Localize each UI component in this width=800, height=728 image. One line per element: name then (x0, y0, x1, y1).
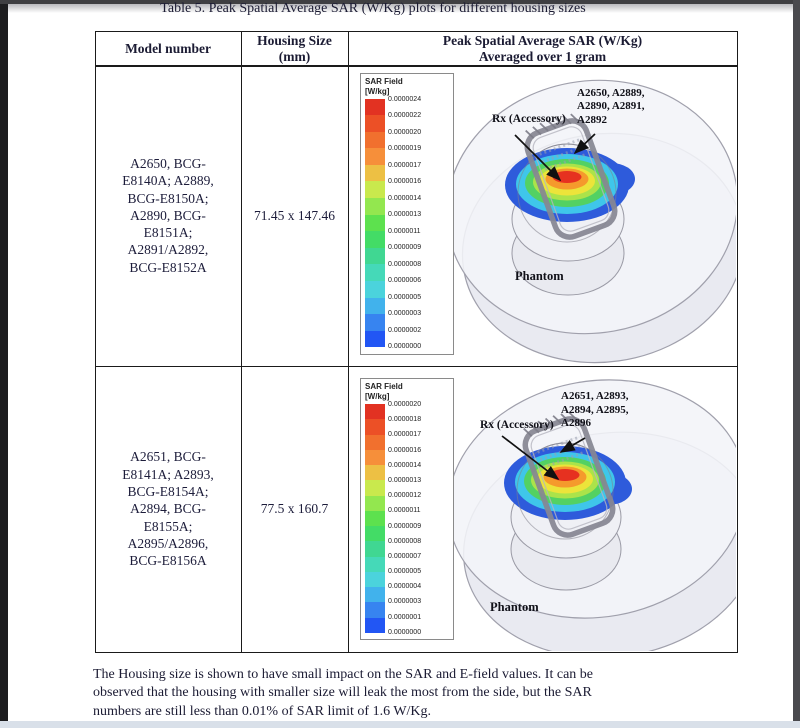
legend-value: 0.0000018 (388, 416, 422, 424)
header-line: Peak Spatial Average SAR (W/Kg) (442, 32, 643, 48)
footer-line: The Housing size is shown to have small impact on the SAR and E-field values. It can be (93, 667, 594, 682)
model-line: A2650, BCG- (130, 155, 206, 171)
table-caption: Table 5. Peak Spatial Average SAR (W/Kg) plots for different housing sizes (160, 1, 586, 16)
legend-colorbar (365, 95, 449, 351)
row1-housing-size: 71.45 x 147.46 (254, 207, 335, 223)
legend-color-segment (365, 602, 385, 617)
legend-value: 0.0000017 (388, 431, 422, 439)
row1-rx-accessory-label: Rx (Accessory) (492, 112, 566, 125)
legend-value: 0.0000017 (388, 161, 422, 169)
model-line: E8151A; (143, 225, 193, 241)
legend-color-segment (365, 404, 385, 419)
header-line: Housing Size (257, 32, 332, 48)
legend-color-segment (365, 496, 385, 511)
legend-color-segment (365, 480, 385, 495)
legend-title: SAR Field (365, 382, 403, 391)
legend-value: 0.0000013 (388, 476, 422, 484)
page-right-border (793, 0, 800, 721)
legend-value: 0.0000009 (388, 244, 422, 252)
legend-color-segment (365, 450, 385, 465)
legend-value: 0.0000012 (388, 492, 422, 500)
legend-value: 0.0000020 (388, 401, 422, 408)
legend-value: 0.0000011 (388, 507, 421, 515)
legend-value: 0.0000003 (388, 310, 422, 318)
header-line: Averaged over 1 gram (478, 48, 607, 64)
legend-value: 0.0000016 (388, 178, 422, 186)
legend-color-segment (365, 215, 385, 232)
row2-housing-size: 77.5 x 160.7 (260, 501, 329, 516)
legend-color-segment (365, 587, 385, 602)
row1-model-numbers (122, 155, 214, 276)
legend-value: 0.0000004 (388, 583, 422, 591)
legend-color-segment (365, 115, 385, 132)
row2-model-cell (96, 367, 240, 651)
legend-color-segment (365, 99, 385, 116)
legend-value: 0.0000007 (388, 552, 422, 560)
legend-value: 0.0000005 (388, 568, 422, 576)
legend-value: 0.0000000 (388, 343, 422, 351)
row1-sar-figure-cell (349, 67, 736, 365)
legend-value-column (388, 96, 449, 351)
model-line: A2894, BCG- (130, 501, 206, 517)
legend-title: SAR Field (365, 76, 403, 86)
legend-color-column (365, 404, 385, 633)
legend-colorbar (365, 401, 449, 636)
model-line: A2651, BCG- (130, 449, 206, 465)
row2-model-numbers (122, 448, 214, 569)
row2-housing-cell (242, 367, 347, 651)
legend-color-segment (365, 557, 385, 572)
legend-color-column (365, 99, 385, 348)
legend-color-segment (365, 511, 385, 526)
legend-color-segment (365, 435, 385, 450)
legend-value: 0.0000005 (388, 293, 422, 301)
model-line: BCG-E8156A (129, 553, 207, 569)
legend-color-segment (365, 465, 385, 480)
legend-value: 0.0000000 (388, 628, 422, 636)
model-line: BCG-E8154A; (127, 484, 209, 500)
legend-value: 0.0000016 (388, 446, 422, 454)
legend-unit: [W/kg] (365, 392, 390, 401)
legend-color-segment (365, 148, 385, 165)
model-line: A2895/A2896, (127, 535, 209, 551)
legend-color-segment (365, 526, 385, 541)
legend-color-segment (365, 198, 385, 215)
legend-color-segment (365, 281, 385, 298)
page-bottom-strip (0, 721, 800, 728)
legend-color-segment (365, 541, 385, 556)
legend-color-segment (365, 165, 385, 182)
legend-value-column (388, 401, 449, 636)
row2-sar-legend (360, 378, 454, 640)
legend-unit: [W/kg] (365, 86, 390, 96)
legend-value: 0.0000008 (388, 537, 422, 545)
legend-value: 0.0000003 (388, 598, 422, 606)
legend-color-segment (365, 419, 385, 434)
legend-value: 0.0000024 (388, 95, 422, 103)
legend-value: 0.0000009 (388, 522, 422, 530)
model-line: A2891/A2892, (127, 242, 209, 258)
model-line: BCG-E8150A; (127, 190, 209, 206)
legend-color-segment (365, 181, 385, 198)
legend-value: 0.0000006 (388, 277, 422, 285)
row1-sar-legend (360, 73, 454, 355)
legend-color-segment (365, 618, 385, 633)
footer-line: numbers are still less than 0.01% of SAR limit of 1.6 W/Kg. (93, 703, 432, 719)
legend-color-segment (365, 264, 385, 281)
sar-table (95, 31, 738, 653)
row1-phantom-label: Phantom (515, 268, 564, 283)
row2-sar-figure-cell (349, 367, 736, 651)
model-line: E8140A; A2889, (122, 173, 214, 189)
page-left-border (0, 0, 8, 721)
header-model-number: Model number (125, 40, 211, 56)
row1-housing-cell (242, 67, 347, 365)
device-label-line: A2890, A2891, (577, 100, 645, 112)
footer-line: observed that the housing with smaller size will leak the most from the side, but the SAR (93, 685, 592, 701)
model-line: A2890, BCG- (130, 207, 206, 223)
header-line: (mm) (278, 48, 311, 64)
header-housing-size (242, 32, 347, 65)
device-label-line: A2651, A2893, (561, 390, 629, 402)
legend-value: 0.0000008 (388, 260, 422, 268)
device-label-line: A2650, A2889, (577, 86, 645, 99)
model-line: E8155A; (143, 518, 193, 534)
row2-rx-accessory-label: Rx (Accessory) (480, 419, 554, 431)
legend-value: 0.0000011 (388, 227, 421, 235)
legend-color-segment (365, 132, 385, 149)
device-label-line: A2892 (577, 113, 607, 126)
row2-device-models-label (561, 390, 629, 431)
row1-device-models-label (577, 87, 645, 128)
legend-value: 0.0000001 (388, 613, 422, 621)
model-line: E8141A; A2893, (122, 466, 214, 482)
device-label-line: A2896 (561, 417, 591, 429)
legend-value: 0.0000002 (388, 326, 422, 334)
legend-color-segment (365, 314, 385, 331)
legend-color-segment (365, 231, 385, 248)
legend-value: 0.0000019 (388, 145, 422, 153)
row2-phantom-label: Phantom (490, 600, 539, 614)
footer-paragraph (93, 666, 703, 721)
legend-value: 0.0000014 (388, 461, 422, 469)
header-peak-sar (349, 32, 736, 65)
model-line: BCG-E8152A (129, 259, 207, 275)
legend-value: 0.0000022 (388, 112, 422, 120)
legend-color-segment (365, 298, 385, 315)
legend-value: 0.0000014 (388, 194, 422, 202)
legend-color-segment (365, 331, 385, 348)
legend-value: 0.0000020 (388, 128, 422, 136)
sar-ring-red (551, 469, 580, 481)
row1-model-cell (96, 67, 240, 365)
legend-color-segment (365, 572, 385, 587)
legend-color-segment (365, 248, 385, 265)
device-label-line: A2894, A2895, (561, 403, 629, 416)
legend-value: 0.0000013 (388, 211, 422, 219)
